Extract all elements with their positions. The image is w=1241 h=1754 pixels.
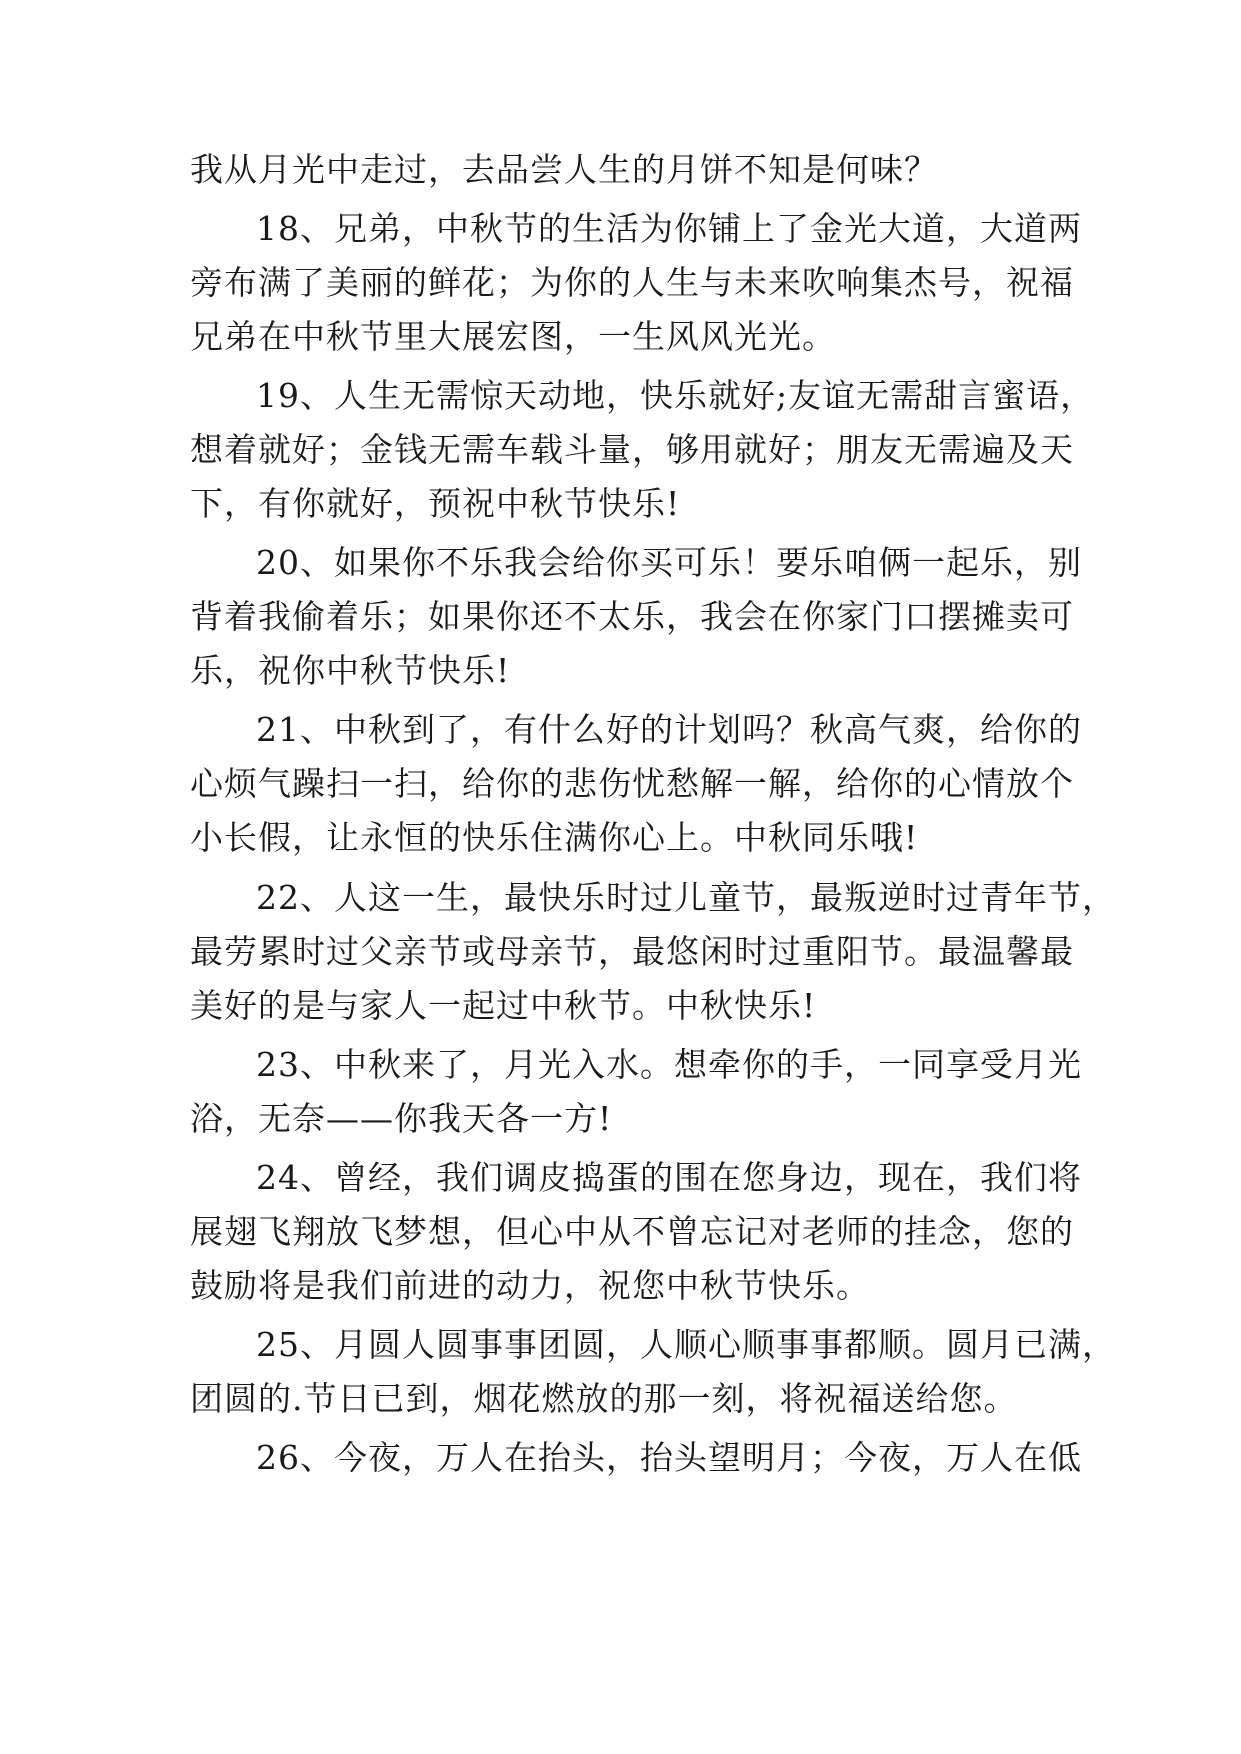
text-line: 小长假，让永恒的快乐住满你心上。中秋同乐哦! <box>190 818 919 857</box>
text-line: 25、月圆人圆事事团圆，人顺心顺事事都顺。圆月已满， <box>256 1325 1116 1364</box>
text-line: 心烦气躁扫一扫，给你的悲伤忧愁解一解，给你的心情放个 <box>190 764 1074 803</box>
text-line: 旁布满了美丽的鲜花；为你的人生与未来吹响集杰号，祝福 <box>190 263 1074 302</box>
text-line: 展翅飞翔放飞梦想，但心中从不曾忘记对老师的挂念，您的 <box>190 1212 1074 1251</box>
text-line: 鼓励将是我们前进的动力，祝您中秋节快乐。 <box>190 1266 870 1305</box>
text-line: 乐，祝你中秋节快乐! <box>190 651 511 690</box>
text-line: 最劳累时过父亲节或母亲节，最悠闲时过重阳节。最温馨最 <box>190 932 1074 971</box>
text-line: 想着就好；金钱无需车载斗量，够用就好；朋友无需遍及天 <box>190 430 1074 469</box>
text-line: 24、曾经，我们调皮捣蛋的围在您身边，现在，我们将 <box>256 1158 1082 1197</box>
text-line: 美好的是与家人一起过中秋节。中秋快乐! <box>190 986 817 1025</box>
text-line: 下，有你就好，预祝中秋节快乐! <box>190 484 681 523</box>
text-line: 22、人这一生，最快乐时过儿童节，最叛逆时过青年节， <box>256 878 1116 917</box>
text-line: 20、如果你不乐我会给你买可乐！要乐咱俩一起乐，别 <box>256 543 1082 582</box>
text-line: 19、人生无需惊天动地，快乐就好;友谊无需甜言蜜语， <box>256 376 1095 415</box>
text-line: 兄弟在中秋节里大展宏图，一生风风光光。 <box>190 317 836 356</box>
text-line: 团圆的.节日已到，烟花燃放的那一刻，将祝福送给您。 <box>190 1379 1018 1418</box>
text-line: 我从月光中走过，去品尝人生的月饼不知是何味？ <box>190 150 938 189</box>
text-line: 21、中秋到了，有什么好的计划吗？秋高气爽，给你的 <box>256 710 1082 749</box>
text-line: 浴，无奈——你我天各一方! <box>190 1099 613 1138</box>
text-line: 26、今夜，万人在抬头，抬头望明月；今夜，万人在低 <box>256 1438 1082 1477</box>
text-line: 18、兄弟，中秋节的生活为你铺上了金光大道，大道两 <box>256 209 1082 248</box>
text-line: 23、中秋来了，月光入水。想牵你的手，一同享受月光 <box>256 1045 1082 1084</box>
text-line: 背着我偷着乐；如果你还不太乐，我会在你家门口摆摊卖可 <box>190 597 1074 636</box>
